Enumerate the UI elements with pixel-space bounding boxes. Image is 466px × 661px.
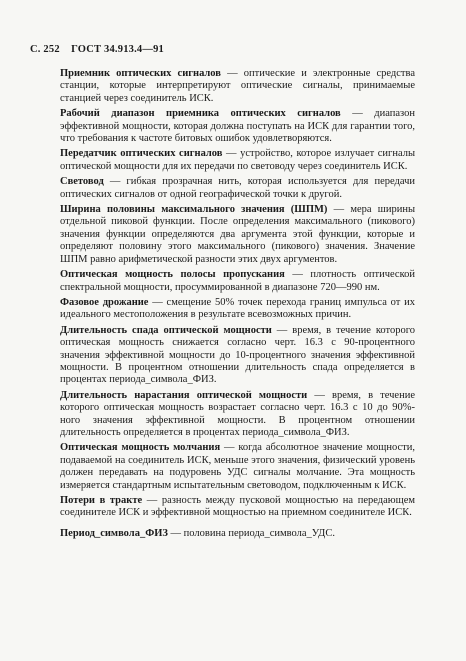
term: Фазовое дрожание [60, 296, 149, 308]
definition-entry [60, 204, 415, 266]
definition-entry [60, 390, 415, 440]
definition-entry [60, 442, 415, 492]
definition-text: — гибкая прозрачная нить, которая используется для передачи оптических сигналов от одной географической точки к другой. [60, 176, 415, 200]
page-header [30, 44, 164, 55]
term: Рабочий диапазон приемника оптических сигналов [60, 108, 341, 120]
definition-text: — когда абсолютное значение мощности, подаваемой на соединитель ИСК, меньше этого значения, физический уровень должен передавать на подуровень УДС сигналы молчание. Эта мощность измеряется стандартным испытательным световодом, подключенным к ИСК. [60, 442, 415, 491]
term: Оптическая мощность молчания [60, 442, 221, 454]
definition-text: — разность между пусковой мощностью на передающем соединителе ИСК и эффективной мощностью на приемном соединителе ИСК. [60, 495, 415, 519]
definition-entry [60, 325, 415, 387]
definition-text: — плотность оптической спектральной мощности, просуммированной в диапазоне 720—990 нм. [60, 269, 416, 293]
definition-entry [60, 495, 415, 520]
definition-text: — диапазон эффективной мощности, которая должна поступать на ИСК для гарантии того, что требования к частоте битовых ошибок удовлетворяются. [60, 108, 415, 145]
definition-text: — смещение 50% точек перехода границ импульса от их идеального местоположения в результате всевозможных причин. [60, 296, 416, 321]
term: Световод [60, 176, 104, 188]
standard-code: ГОСТ 34.913.4—91 [71, 44, 164, 55]
term: Оптическая мощность полосы пропускания [60, 269, 285, 281]
term: Приемник оптических сигналов [60, 68, 221, 79]
term: Потери в тракте [60, 495, 143, 506]
definition-text: — время, в течение которого оптическая мощность возрастает согласно черт. 16.3 с 10 до 90%-ного значения эффективной мощности. В процентном отношении длительность определяется в процентах периода_символа_ФИЗ. [60, 389, 415, 438]
term: Длительность спада оптической мощности [60, 324, 272, 336]
definition-text: — мера ширины отдельной пиковой функции. После определения максимального (пикового) значения функции определяются два аргумента этой функции, которые и определяют половину этого максимального (пикового) значения. Значение ШПМ равно арифметической разности этих двух аргументов. [60, 204, 416, 265]
definition-text: — время, в течение которого оптическая мощность снижается согласно черт. 16.3 с 90-процентного значения эффективной мощности до 10-процентного значения эффективной мощности. В процентном отношении длительность спада определяется в процентах периода_символа_ФИЗ. [60, 324, 415, 386]
definition-entry [60, 68, 415, 105]
term: Длительность нарастания оптической мощности [60, 389, 308, 401]
definitions-list [60, 68, 415, 543]
definition-text: — половина периода_символа_УДС. [167, 527, 335, 539]
definition-entry [60, 148, 415, 173]
term: Период_символа_ФИЗ [60, 527, 168, 539]
definition-entry [60, 269, 415, 294]
page-number: С. 252 [30, 44, 60, 55]
term: Передатчик оптических сигналов [60, 148, 223, 160]
definition-entry [60, 108, 415, 145]
definition-text: — устройство, которое излучает сигналы оптической мощности для их передачи по световоду через соединитель ИСК. [60, 148, 415, 172]
definition-entry [60, 528, 415, 540]
definition-entry [60, 297, 415, 322]
term: Ширина половины максимального значения (ШПМ) [60, 204, 328, 216]
definition-text: — оптические и электронные средства станции, которые интерпретируют оптические сигналы, принимаемые станцией через соединитель ИСК. [60, 68, 415, 104]
definition-entry [60, 176, 415, 201]
